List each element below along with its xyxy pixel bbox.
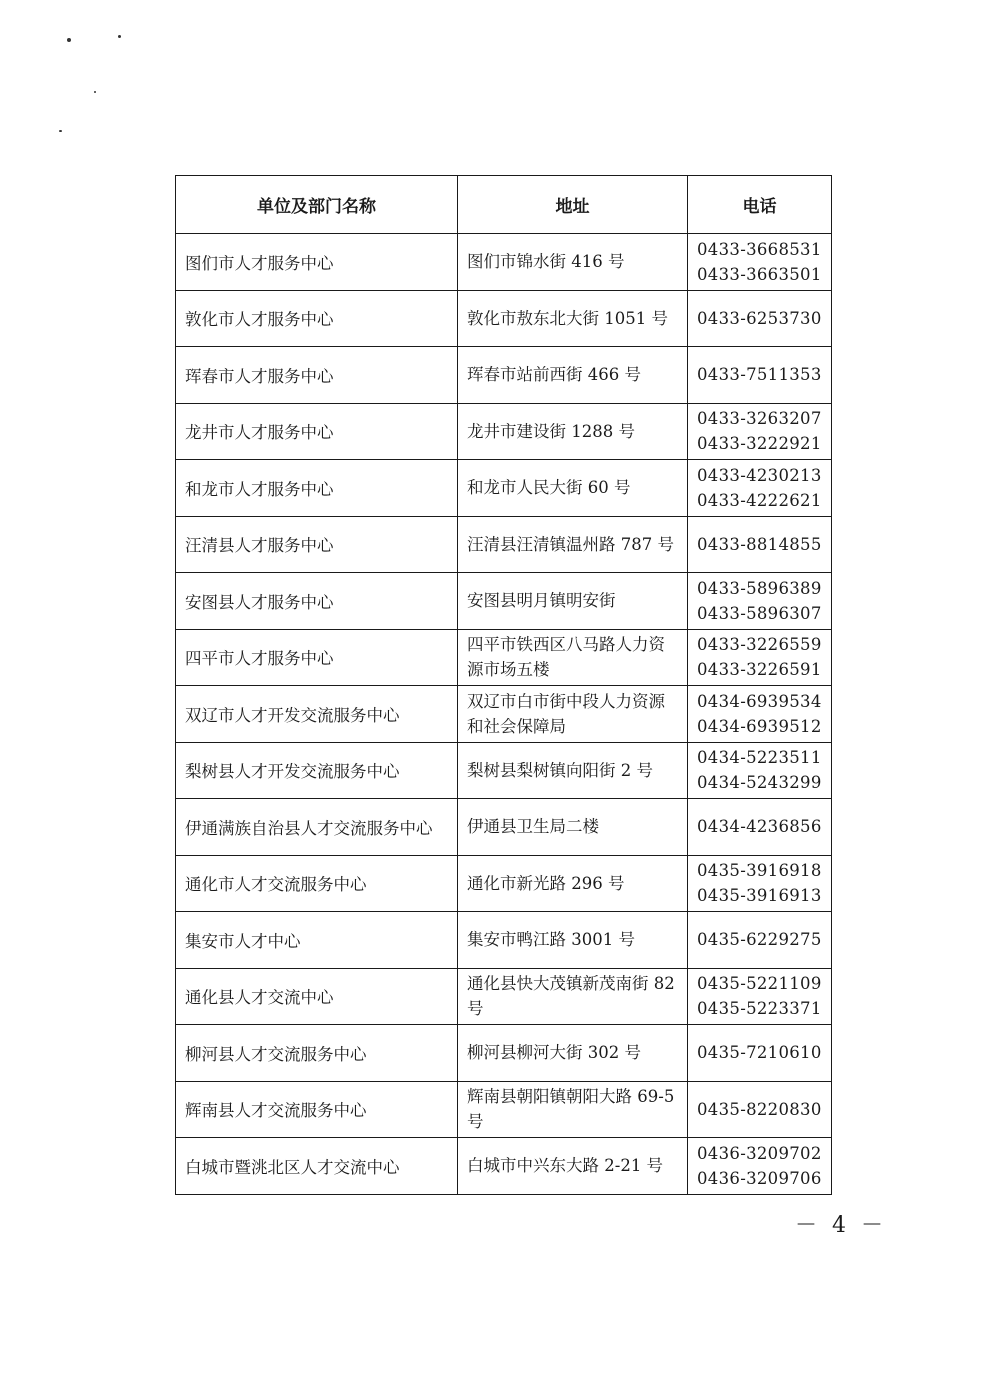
- phone-number: 0434-6939534: [697, 691, 822, 711]
- row-address: 通化县快大茂镇新茂南街 82 号: [458, 968, 688, 1025]
- phone-number: 0435-5221109: [697, 974, 822, 994]
- row-unit-name: 白城市暨洮北区人才交流中心: [176, 1138, 458, 1195]
- scan-speck: [118, 35, 121, 38]
- contact-table: [175, 175, 832, 1195]
- phone-number: 0433-3668531: [697, 239, 822, 259]
- row-phones: [688, 855, 832, 912]
- phone-number: 0433-3226591: [697, 660, 822, 680]
- row-unit-name: 安图县人才服务中心: [176, 573, 458, 630]
- row-address: 通化市新光路 296 号: [458, 855, 688, 912]
- row-address: 柳河县柳河大街 302 号: [458, 1025, 688, 1082]
- row-phones: [688, 1081, 832, 1138]
- table-row: [176, 742, 832, 799]
- phone-number: 0433-3663501: [697, 264, 822, 284]
- row-unit-name: 梨树县人才开发交流服务中心: [176, 742, 458, 799]
- table-header-row: [176, 176, 832, 234]
- row-unit-name: 敦化市人才服务中心: [176, 290, 458, 347]
- row-phones: [688, 234, 832, 291]
- phone-number: 0433-3263207: [697, 409, 822, 429]
- table-body: [176, 234, 832, 1195]
- phone-number: 0436-3209706: [697, 1168, 822, 1188]
- table-row: [176, 912, 832, 969]
- row-address: 汪清县汪清镇温州路 787 号: [458, 516, 688, 573]
- row-phones: [688, 516, 832, 573]
- row-phones: [688, 460, 832, 517]
- phone-number: 0433-5896307: [697, 603, 822, 623]
- row-phones: [688, 912, 832, 969]
- row-phones: [688, 1138, 832, 1195]
- phone-number: 0433-3226559: [697, 635, 822, 655]
- table-row: [176, 403, 832, 460]
- row-phones: [688, 629, 832, 686]
- row-unit-name: 珲春市人才服务中心: [176, 347, 458, 404]
- table-row: [176, 573, 832, 630]
- phone-number: 0434-4236856: [697, 817, 822, 837]
- row-address: 双辽市白市街中段人力资源和社会保障局: [458, 686, 688, 743]
- scan-speck: [94, 91, 96, 93]
- table-row: [176, 1138, 832, 1195]
- row-unit-name: 汪清县人才服务中心: [176, 516, 458, 573]
- row-phones: [688, 347, 832, 404]
- row-phones: [688, 573, 832, 630]
- phone-number: 0435-5223371: [697, 999, 822, 1019]
- row-phones: [688, 403, 832, 460]
- table-row: [176, 686, 832, 743]
- table-row: [176, 234, 832, 291]
- phone-number: 0435-3916918: [697, 861, 822, 881]
- row-unit-name: 和龙市人才服务中心: [176, 460, 458, 517]
- phone-number: 0434-5243299: [697, 773, 822, 793]
- phone-number: 0433-6253730: [697, 308, 822, 328]
- phone-number: 0434-6939512: [697, 716, 822, 736]
- phone-number: 0433-5896389: [697, 578, 822, 598]
- row-address: 安图县明月镇明安街: [458, 573, 688, 630]
- row-address: 集安市鸭江路 3001 号: [458, 912, 688, 969]
- row-address: 辉南县朝阳镇朝阳大路 69-5 号: [458, 1081, 688, 1138]
- row-phones: [688, 968, 832, 1025]
- row-unit-name: 四平市人才服务中心: [176, 629, 458, 686]
- row-address: 伊通县卫生局二楼: [458, 799, 688, 856]
- row-address: 龙井市建设街 1288 号: [458, 403, 688, 460]
- table-row: [176, 855, 832, 912]
- row-unit-name: 通化县人才交流中心: [176, 968, 458, 1025]
- row-address: 四平市铁西区八马路人力资源市场五楼: [458, 629, 688, 686]
- phone-number: 0435-7210610: [697, 1043, 822, 1063]
- row-unit-name: 辉南县人才交流服务中心: [176, 1081, 458, 1138]
- row-phones: [688, 799, 832, 856]
- row-address: 梨树县梨树镇向阳街 2 号: [458, 742, 688, 799]
- phone-number: 0433-7511353: [697, 365, 822, 385]
- header-name: 单位及部门名称: [176, 176, 458, 234]
- phone-number: 0435-8220830: [697, 1099, 822, 1119]
- table-row: [176, 1025, 832, 1082]
- row-phones: [688, 686, 832, 743]
- row-unit-name: 龙井市人才服务中心: [176, 403, 458, 460]
- phone-number: 0433-4222621: [697, 490, 822, 510]
- table-row: [176, 629, 832, 686]
- row-address: 白城市中兴东大路 2-21 号: [458, 1138, 688, 1195]
- row-unit-name: 通化市人才交流服务中心: [176, 855, 458, 912]
- header-phone: 电话: [688, 176, 832, 234]
- table-row: [176, 1081, 832, 1138]
- row-unit-name: 图们市人才服务中心: [176, 234, 458, 291]
- table-row: [176, 516, 832, 573]
- row-phones: [688, 1025, 832, 1082]
- scan-speck: [67, 38, 71, 42]
- row-unit-name: 集安市人才中心: [176, 912, 458, 969]
- row-phones: [688, 290, 832, 347]
- row-unit-name: 柳河县人才交流服务中心: [176, 1025, 458, 1082]
- phone-number: 0435-3916913: [697, 886, 822, 906]
- table-row: [176, 347, 832, 404]
- table-row: [176, 968, 832, 1025]
- row-address: 珲春市站前西街 466 号: [458, 347, 688, 404]
- row-address: 图们市锦水街 416 号: [458, 234, 688, 291]
- row-address: 和龙市人民大街 60 号: [458, 460, 688, 517]
- table-row: [176, 290, 832, 347]
- row-unit-name: 双辽市人才开发交流服务中心: [176, 686, 458, 743]
- phone-number: 0436-3209702: [697, 1143, 822, 1163]
- row-phones: [688, 742, 832, 799]
- row-address: 敦化市敖东北大街 1051 号: [458, 290, 688, 347]
- phone-number: 0433-3222921: [697, 434, 822, 454]
- row-unit-name: 伊通满族自治县人才交流服务中心: [176, 799, 458, 856]
- phone-number: 0433-8814855: [697, 534, 822, 554]
- scan-speck: [59, 130, 62, 132]
- page-number: － 4 －: [795, 1213, 887, 1238]
- phone-number: 0435-6229275: [697, 930, 822, 950]
- table-row: [176, 799, 832, 856]
- header-address: 地址: [458, 176, 688, 234]
- table-row: [176, 460, 832, 517]
- phone-number: 0433-4230213: [697, 465, 822, 485]
- phone-number: 0434-5223511: [697, 748, 822, 768]
